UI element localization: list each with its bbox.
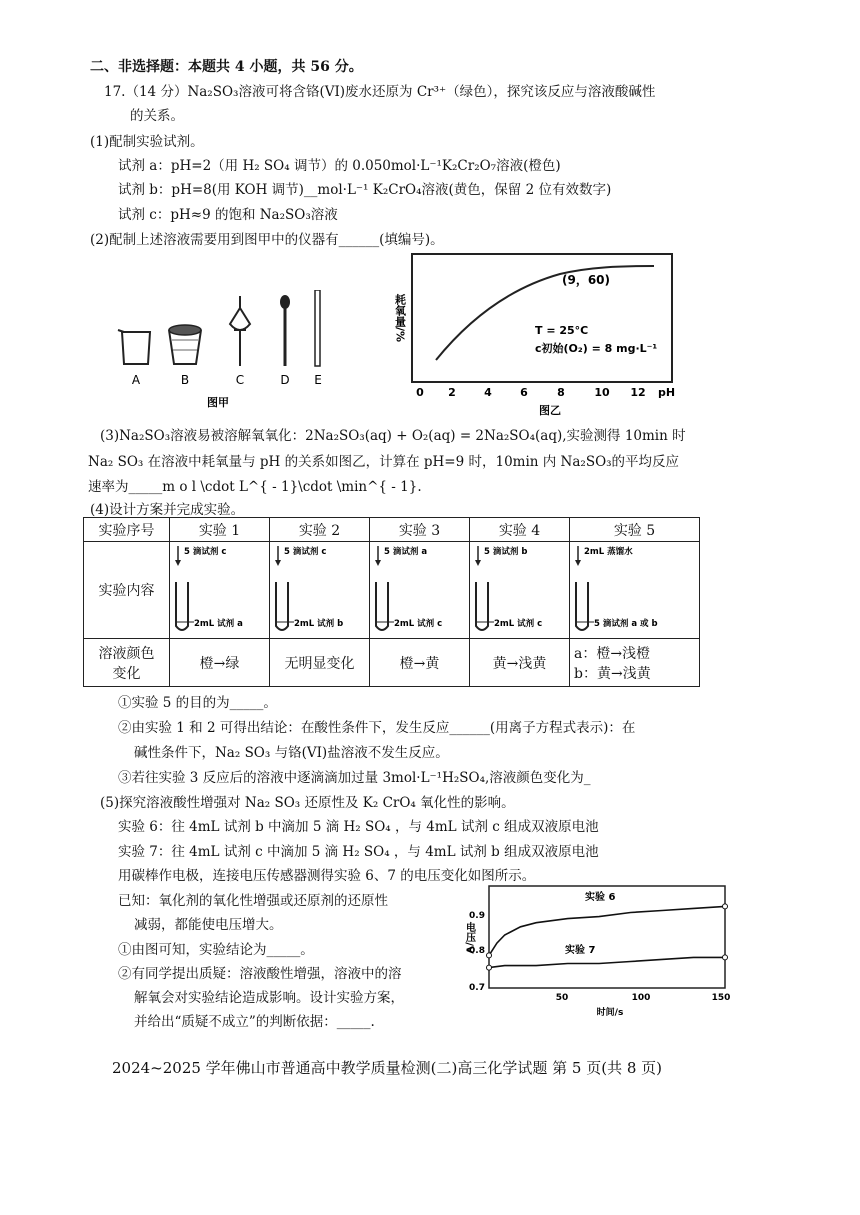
row-label-color — [84, 639, 170, 687]
tube-cell-3 — [370, 542, 470, 639]
series-label-exp7: 实验 7 — [565, 945, 596, 956]
q17-line2: 的关系。 — [130, 108, 184, 124]
tube-cell-4 — [470, 542, 570, 639]
color-change-5b: b：黄→浅黄 — [574, 665, 651, 682]
voltage-chart — [455, 880, 735, 1020]
color-change-1: 橙→绿 — [170, 639, 270, 687]
series-line-1 — [489, 906, 725, 955]
part3-line3: 速率为_____m o l \cdot L^{ - 1}\cdot \min^{ - 1}. — [88, 479, 422, 495]
glass-rod-icon — [315, 290, 320, 366]
tube-cell-1 — [170, 542, 270, 639]
yi-temp: T = 25°C — [535, 324, 589, 337]
reagent-b: 试剂 b：pH=8(用 KOH 调节)__mol·L⁻¹ K₂CrO₄溶液(黄色，保留 2 位有效数字) — [118, 182, 612, 198]
voltage-xlabel: 时间/s — [596, 1008, 624, 1018]
color-change-4: 黄→浅黄 — [470, 639, 570, 687]
figure-yi — [390, 248, 690, 418]
exp7-text: 实验 7：往 4mL 试剂 c 中滴加 5 滴 H₂ SO₄ ，与 4mL 试剂 b 组成双液原电池 — [118, 844, 599, 860]
reagent-a: 试剂 a：pH=2（用 H₂ SO₄ 调节）的 0.050mol·L⁻¹K₂Cr₂O₇溶液(橙色) — [118, 158, 561, 174]
yi-xtick: 12 — [630, 386, 646, 399]
tube-top-label: 5 滴试剂 c — [184, 547, 227, 557]
part4-title: (4)设计方案并完成实验。 — [90, 502, 245, 518]
yi-point-label: (9，60) — [562, 273, 611, 287]
q4-3: ③若往实验 3 反应后的溶液中逐滴滴加过量 3mol·L⁻¹H₂SO₄,溶液颜色变化为_ — [118, 770, 591, 786]
beaker-icon — [118, 330, 150, 364]
tube-top-label: 2mL 蒸馏水 — [584, 547, 633, 557]
row-label-color-2: 变化 — [112, 665, 141, 682]
funnel-icon — [230, 296, 250, 366]
yi-xtick: 0 — [416, 386, 424, 399]
tube-bottom-label: 2mL 试剂 a — [194, 619, 243, 629]
voltage-ylabel: 电压/V — [463, 922, 475, 954]
tube-bottom-label: 2mL 试剂 c — [494, 619, 543, 629]
label-d: D — [280, 373, 290, 387]
q4-2-line1: ②由实验 1 和 2 可得出结论：在酸性条件下，发生反应______(用离子方程式表示)：在 — [118, 720, 636, 736]
voltage-xtick: 150 — [711, 993, 731, 1003]
tube-bottom-label: 2mL 试剂 b — [294, 619, 344, 629]
part5-title: (5)探究溶液酸性增强对 Na₂ SO₃ 还原性及 K₂ CrO₄ 氧化性的影响。 — [100, 795, 515, 811]
label-e: E — [314, 373, 322, 387]
q5-2-line3: 并给出“质疑不成立”的判断依据：_____. — [134, 1014, 375, 1030]
tube-top-label: 5 滴试剂 b — [484, 547, 528, 557]
row-label-content: 实验内容 — [84, 542, 170, 639]
page-footer: 2024~2025 学年佛山市普通高中教学质量检测(二)高三化学试题 第 5 页(共 8 页) — [112, 1059, 663, 1077]
q4-2-line2: 碱性条件下，Na₂ SO₃ 与铬(VI)盐溶液不发生反应。 — [134, 745, 449, 761]
test-tube-icon — [270, 542, 370, 638]
voltage-xtick: 100 — [631, 993, 651, 1003]
test-tube-icon — [570, 542, 700, 638]
color-change-3: 橙→黄 — [370, 639, 470, 687]
part3-line1: (3)Na₂SO₃溶液易被溶解氧氧化：2Na₂SO₃(aq) + O₂(aq) = 2Na₂SO₄(aq),实验测得 10min 时 — [100, 428, 686, 444]
color-change-5 — [570, 639, 700, 687]
q17-line1: 17.（14 分）Na₂SO₃溶液可将含铬(VI)废水还原为 Cr³⁺（绿色），探究该反应与溶液酸碱性 — [104, 84, 656, 100]
voltage-ytick: 0.9 — [469, 911, 485, 921]
series-line-2 — [489, 957, 725, 967]
table-header: 实验序号 — [84, 518, 170, 542]
known-1: 已知：氧化剂的氧化性增强或还原剂的还原性 — [118, 893, 388, 909]
label-b: B — [180, 373, 190, 387]
experiment-table — [83, 517, 700, 687]
tube-cell-2 — [270, 542, 370, 639]
label-a: A — [131, 373, 141, 387]
table-header: 实验 4 — [470, 518, 570, 542]
figure-jia — [110, 290, 340, 410]
tube-bottom-label: 2mL 试剂 c — [394, 619, 443, 629]
series-endpoint — [487, 965, 492, 970]
table-header: 实验 1 — [170, 518, 270, 542]
series-label-exp6: 实验 6 — [585, 892, 616, 903]
electrode-text: 用碳棒作电极，连接电压传感器测得实验 6、7 的电压变化如图所示。 — [118, 868, 536, 884]
q4-1: ①实验 5 的目的为_____。 — [118, 695, 277, 711]
yi-xtick: 8 — [557, 386, 565, 399]
series-endpoint — [723, 904, 728, 909]
row-label-color-1: 溶液颜色 — [98, 645, 155, 662]
color-change-2: 无明显变化 — [270, 639, 370, 687]
caption-jia: 图甲 — [207, 396, 229, 409]
test-tube-icon — [170, 542, 270, 638]
part2-text: (2)配制上述溶液需要用到图甲中的仪器有______(填编号)。 — [90, 232, 444, 248]
table-header: 实验 5 — [570, 518, 700, 542]
yi-conc: c初始(O₂) = 8 mg·L⁻¹ — [535, 342, 658, 355]
q5-2-line2: 解氧会对实验结论造成影响。设计实验方案， — [134, 990, 404, 1006]
yi-xtick: 6 — [520, 386, 528, 399]
part1-title: (1)配制实验试剂。 — [90, 134, 204, 150]
exp6-text: 实验 6：往 4mL 试剂 b 中滴加 5 滴 H₂ SO₄ ，与 4mL 试剂 c 组成双液原电池 — [118, 819, 599, 835]
tube-top-label: 5 滴试剂 a — [384, 547, 428, 557]
voltage-xtick: 50 — [555, 993, 569, 1003]
section-heading: 二、非选择题：本题共 4 小题，共 56 分。 — [90, 59, 363, 75]
q5-2-line1: ②有同学提出质疑：溶液酸性增强，溶液中的溶 — [118, 966, 402, 982]
voltage-ytick: 0.8 — [469, 946, 485, 956]
table-header: 实验 3 — [370, 518, 470, 542]
caption-yi: 图乙 — [539, 404, 561, 417]
reagent-c: 试剂 c：pH≈9 的饱和 Na₂SO₃溶液 — [118, 207, 338, 223]
label-c: C — [235, 373, 245, 387]
yi-xtick: 10 — [594, 386, 610, 399]
tube-top-label: 5 滴试剂 c — [284, 547, 327, 557]
series-endpoint — [487, 953, 492, 958]
series-endpoint — [723, 955, 728, 960]
yi-xunit: pH — [658, 386, 676, 399]
test-tube-icon — [370, 542, 470, 638]
yi-xtick: 4 — [484, 386, 492, 399]
tube-bottom-label: 5 滴试剂 a 或 b — [594, 619, 658, 629]
table-header: 实验 2 — [270, 518, 370, 542]
yi-ylabel: 耗氧量/% — [393, 293, 407, 343]
tube-cell-5 — [570, 542, 700, 639]
part3-line2: Na₂ SO₃ 在溶液中耗氧量与 pH 的关系如图乙，计算在 pH=9 时，10min 内 Na₂SO₃的平均反应 — [88, 454, 680, 470]
crucible-icon — [169, 325, 201, 364]
color-change-5a: a：橙→浅橙 — [574, 645, 651, 662]
voltage-ytick: 0.7 — [469, 983, 485, 993]
known-2: 减弱，都能使电压增大。 — [134, 917, 283, 933]
dropper-icon — [280, 295, 290, 366]
q5-1: ①由图可知，实验结论为_____。 — [118, 942, 314, 958]
test-tube-icon — [470, 542, 570, 638]
yi-xtick: 2 — [448, 386, 456, 399]
